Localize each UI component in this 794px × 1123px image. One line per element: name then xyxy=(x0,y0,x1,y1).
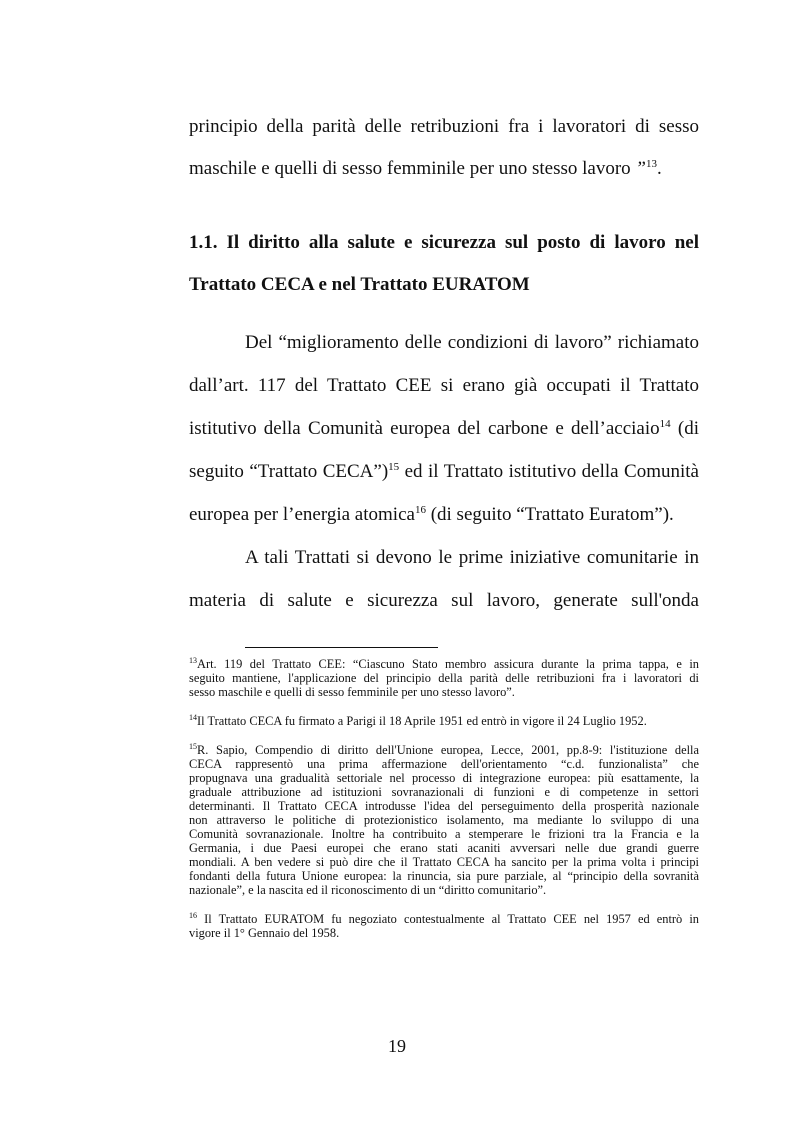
paragraph-line: seguito “Trattato CECA”)$^{15}$ ed il Trattato istitutivo della Comunità xyxy=(189,461,699,482)
footnote-13: $^{13}$Art. 119 del Trattato CEE: “Ciascuno Stato membro assicura durante la prima tappa, e in xyxy=(189,656,699,671)
footnote-reference: 16 xyxy=(414,504,426,516)
footnote-reference: 13 xyxy=(646,158,657,170)
footnote-line: determinanti. Il Trattato CECA introdusse l'idea del perseguimento della prosperità nazionale xyxy=(189,799,699,813)
footnote-line: Comunità sovranazionale. Inoltre ha contribuito a stemperare le frizioni tra la Francia e la xyxy=(189,827,699,841)
section-heading: Trattato CECA e nel Trattato EURATOM xyxy=(189,274,530,295)
footnote-line: sesso maschile e quelli di sesso femminile per uno stesso lavoro”. xyxy=(189,685,515,699)
footnote-line: Germania, i due Paesi europei che erano stati acaniti avversari nelle due grandi guerre xyxy=(189,841,699,855)
paragraph-line: Del “miglioramento delle condizioni di lavoro” richiamato xyxy=(245,332,699,353)
footnote-line: non attraverso le politiche di protezionistico isolamento, ma mediante lo sviluppo di una xyxy=(189,813,699,827)
footnote-reference: 15 xyxy=(388,461,400,473)
footnote-line: CECA rappresentò una prima affermazione dell'orientamento “c.d. funzionalista” che xyxy=(189,757,699,771)
footnote-line: fondanti della futura Unione europea: la rinuncia, sia pure parziale, al “principio della sovranità xyxy=(189,869,699,883)
footnote-line: propugnava una gradualità settoriale nel processo di integrazione europea: più esattamente, la xyxy=(189,771,699,785)
footnote-line: nazionale”, e la nascita ed il riconoscimento di un “diritto comunitario”. xyxy=(189,883,547,897)
paragraph-line: istitutivo della Comunità europea del carbone e dell’acciaio$^{14}$ (di xyxy=(189,418,699,439)
page-number: 19 xyxy=(388,1036,406,1056)
paragraph-line: A tali Trattati si devono le prime iniziative comunitarie in xyxy=(245,547,699,568)
footnote-line: graduale attribuzione ad istituzioni sovranazionali di funzioni e di competenze in settori xyxy=(189,785,699,799)
footnote-line: mondiali. A ben vedere si può dire che il Trattato CECA ha sancito per la prima volta i principi xyxy=(189,855,699,869)
footnote-reference: 14 xyxy=(659,418,671,430)
footnote-separator xyxy=(245,647,438,648)
paragraph-line: maschile e quelli di sesso femminile per uno stesso lavoro ”$^{13}$. xyxy=(189,158,662,179)
footnote-line: seguito mantiene, l'applicazione del principio della parità delle retribuzioni fra i lavoratori di xyxy=(189,671,699,685)
footnote-16: $^{16}$ Il Trattato EURATOM fu negoziato contestualmente al Trattato CEE nel 1957 ed entrò in xyxy=(189,911,699,926)
footnote-14: $^{14}$Il Trattato CECA fu firmato a Parigi il 18 Aprile 1951 ed entrò in vigore il 24 Luglio 1952. xyxy=(189,713,647,728)
paragraph-line: dall’art. 117 del Trattato CEE si erano già occupati il Trattato xyxy=(189,375,699,396)
footnote-15: $^{15}$R. Sapio, Compendio di diritto dell'Unione europea, Lecce, 2001, pp.8-9: l'istituzione della xyxy=(189,742,699,757)
section-heading: 1.1. Il diritto alla salute e sicurezza sul posto di lavoro nel xyxy=(189,232,699,253)
paragraph-line: europea per l’energia atomica$^{16}$ (di seguito “Trattato Euratom”). xyxy=(189,504,674,525)
footnote-line: vigore il 1° Gennaio del 1958. xyxy=(189,926,340,940)
paragraph-line: materia di salute e sicurezza sul lavoro, generate sull'onda xyxy=(189,590,699,611)
paragraph-line: principio della parità delle retribuzioni fra i lavoratori di sesso xyxy=(189,116,699,137)
